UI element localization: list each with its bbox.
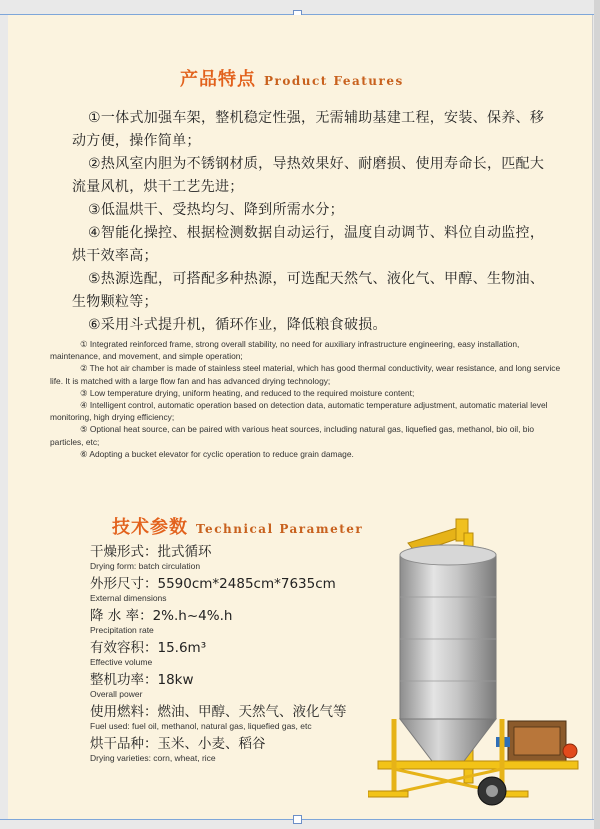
param-dimensions (90, 575, 410, 603)
technical-title-en: Technical Parameter (196, 522, 364, 536)
param-drying-form (90, 543, 410, 571)
param-overall-power (90, 671, 410, 699)
param-label-en: Effective volume (90, 657, 153, 667)
param-label-cn: 整机功率：18kw (90, 672, 194, 688)
param-label-en: Fuel used: fuel oil, methanol, natural gas, liquefied gas, etc (90, 721, 312, 731)
feature-item-cn-6: ⑥采用斗式提升机，循环作业，降低粮食破损。 (88, 317, 387, 333)
features-title-en: Product Features (264, 74, 404, 88)
feature-item-en-5: ⑤ Optional heat source, can be paired with various heat sources, including natural gas, liquefied gas, methanol, bio oil, bio particles, etc; (50, 424, 534, 447)
features-title-cn: 产品特点 (180, 69, 256, 90)
technical-title-cn: 技术参数 (112, 517, 188, 538)
feature-item-en-2: ② The hot air chamber is made of stainless steel material, which has good thermal conductivity, wear resistance, and long service life. It is matched with a large flow fan and has advanced drying technology; (50, 363, 561, 386)
feature-item-cn-1: ①一体式加强车架，整机稳定性强，无需辅助基建工程，安装、保养、移动方便，操作简单； (72, 110, 545, 149)
grain-dryer-illustration (368, 515, 600, 815)
param-drying-varieties (90, 735, 410, 763)
param-label-cn: 有效容积：15.6m³ (90, 640, 207, 656)
param-label-en: Precipitation rate (90, 625, 154, 635)
param-effective-volume (90, 639, 410, 667)
param-fuel-used (90, 703, 410, 731)
param-label-en: Drying form: batch circulation (90, 561, 201, 571)
feature-item-cn-2: ②热风室内胆为不锈钢材质，导热效果好、耐磨损、使用寿命长，匹配大流量风机，烘干工艺先进； (72, 156, 545, 195)
parameter-list (90, 543, 410, 767)
feature-item-cn-4: ④智能化操控、根据检测数据自动运行，温度自动调节、料位自动监控，烘干效率高； (72, 225, 545, 264)
document-page (8, 15, 592, 819)
param-label-cn: 使用燃料：燃油、甲醇、天然气、液化气等 (90, 704, 347, 720)
param-label-cn: 烘干品种：玉米、小麦、稻谷 (90, 736, 266, 752)
technical-section-title (112, 513, 363, 539)
param-precipitation-rate (90, 607, 410, 635)
feature-item-cn-3: ③低温烘干、受热均匀、降到所需水分； (88, 202, 344, 218)
features-list-en (50, 338, 566, 460)
vertical-scrollbar[interactable] (594, 0, 600, 829)
param-label-cn: 降 水 率：2%.h~4%.h (90, 608, 233, 624)
feature-item-en-6: ⑥ Adopting a bucket elevator for cyclic operation to reduce grain damage. (80, 448, 354, 459)
param-label-cn: 外形尺寸：5590cm*2485cm*7635cm (90, 576, 336, 592)
feature-item-en-4: ④ Intelligent control, automatic operation based on detection data, automatic temperature adjustment, automatic material level monitoring, high drying efficiency; (50, 400, 548, 423)
features-list-cn (72, 107, 548, 337)
feature-item-en-3: ③ Low temperature drying, uniform heating, and reduced to the required moisture content; (80, 387, 415, 398)
resize-handle-bottom[interactable] (293, 815, 302, 824)
param-label-en: External dimensions (90, 593, 167, 603)
param-label-en: Overall power (90, 689, 143, 699)
feature-item-en-1: ① Integrated reinforced frame, strong overall stability, no need for auxiliary infrastructure engineering, easy installation, maintenance, and movement, and simple operation; (50, 339, 520, 362)
param-label-en: Drying varieties: corn, wheat, rice (90, 753, 216, 763)
param-label-cn: 干燥形式：批式循环 (90, 544, 212, 560)
features-section-title (180, 65, 404, 91)
feature-item-cn-5: ⑤热源选配，可搭配多种热源，可选配天然气、液化气、甲醇、生物油、生物颗粒等； (72, 271, 545, 310)
